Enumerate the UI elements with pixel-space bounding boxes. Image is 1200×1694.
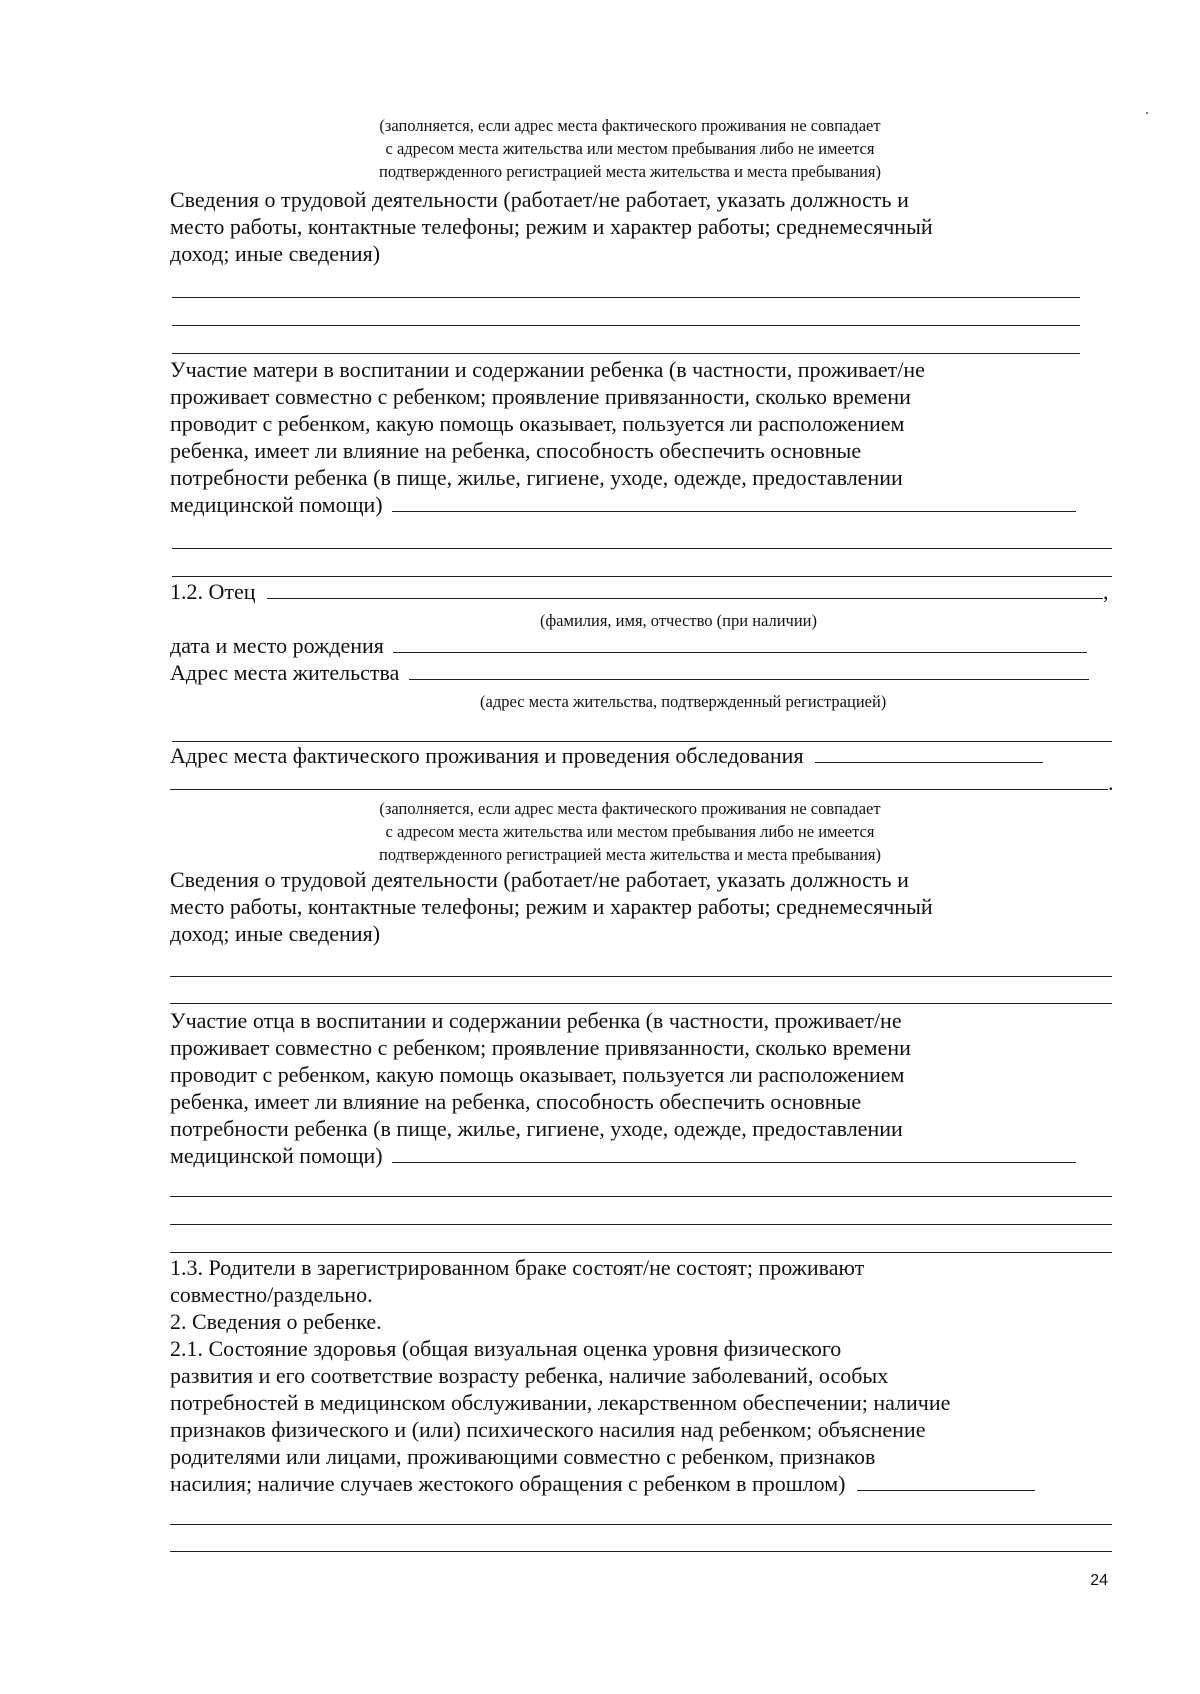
- father-heading-row: [170, 578, 1109, 605]
- father-birth-row: [170, 632, 1087, 659]
- participation-last-label: медицинской помощи): [170, 492, 383, 517]
- participation-last-label: медицинской помощи): [170, 1143, 383, 1168]
- participation-line: проживает совместно с ребенком; проявление привязанности, сколько времени: [170, 1035, 911, 1060]
- father-participation-blank[interactable]: [392, 1142, 1076, 1163]
- health-blank-3[interactable]: [170, 1551, 1112, 1552]
- mother-participation-blank-3[interactable]: [172, 576, 1112, 577]
- mother-employment-blank-1[interactable]: [172, 297, 1080, 298]
- father-participation-blank-2[interactable]: [170, 1196, 1112, 1197]
- health-blank[interactable]: [857, 1470, 1035, 1491]
- health-line: развития и его соответствие возрасту ребенка, наличие заболеваний, особых: [170, 1363, 889, 1388]
- child-heading: 2. Сведения о ребенке.: [170, 1309, 382, 1334]
- father-birth-field[interactable]: [393, 632, 1087, 653]
- health-last-label: насилия; наличие случаев жестокого обращения с ребенком в прошлом): [170, 1471, 846, 1496]
- note-line: с адресом места жительства или местом пребывания либо не имеется: [385, 139, 875, 158]
- father-actual-address-row-2: [170, 769, 1114, 796]
- note-line: подтвержденного регистрацией места жительства и места пребывания): [379, 162, 881, 181]
- father-name-field[interactable]: [267, 578, 1103, 599]
- participation-line: проводит с ребенком, какую помощь оказывает, пользуется ли расположением: [170, 411, 905, 436]
- father-address-field[interactable]: [409, 659, 1089, 680]
- marriage-line: 1.3. Родители в зарегистрированном браке состоят/не состоят; проживают: [170, 1255, 865, 1280]
- father-heading: 1.2. Отец: [170, 579, 256, 604]
- father-name-hint: (фамилия, имя, отчество (при наличии): [540, 611, 818, 630]
- father-address-hint: (адрес места жительства, подтвержденный регистрацией): [480, 692, 887, 711]
- participation-line: ребенка, имеет ли влияние на ребенка, способность обеспечить основные: [170, 1089, 862, 1114]
- father-actual-address-row: [170, 742, 1043, 769]
- father-employment-blank-2[interactable]: [170, 1003, 1112, 1004]
- employment-line: Сведения о трудовой деятельности (работает/не работает, указать должность и: [170, 867, 909, 892]
- actual-address-end: .: [1108, 770, 1114, 795]
- scan-speck: [1146, 112, 1148, 114]
- note-line: (заполняется, если адрес места фактического проживания не совпадает: [379, 799, 881, 818]
- father-heading-comma: ,: [1103, 579, 1109, 604]
- participation-line: проживает совместно с ребенком; проявление привязанности, сколько времени: [170, 384, 911, 409]
- note-line: с адресом места жительства или местом пребывания либо не имеется: [385, 822, 875, 841]
- address-label: Адрес места жительства: [170, 660, 400, 685]
- birth-label: дата и место рождения: [170, 633, 384, 658]
- father-employment-blank-1[interactable]: [170, 976, 1112, 977]
- father-participation-blank-4[interactable]: [170, 1252, 1112, 1253]
- participation-line: ребенка, имеет ли влияние на ребенка, способность обеспечить основные: [170, 438, 862, 463]
- health-line: 2.1. Состояние здоровья (общая визуальная оценка уровня физического: [170, 1336, 842, 1361]
- father-participation-last-row: [170, 1142, 1076, 1169]
- health-line: родителями или лицами, проживающими совместно с ребенком, признаков: [170, 1444, 876, 1469]
- health-line: потребностей в медицинском обслуживании, лекарственном обеспечении; наличие: [170, 1390, 951, 1415]
- note-line: подтвержденного регистрацией места жительства и места пребывания): [379, 845, 881, 864]
- father-actual-address-field-2[interactable]: [170, 769, 1108, 790]
- participation-line: потребности ребенка (в пище, жилье, гигиене, уходе, одежде, предоставлении: [170, 465, 903, 490]
- health-blank-2[interactable]: [170, 1524, 1112, 1525]
- health-last-row: [170, 1470, 1035, 1497]
- mother-participation-blank-2[interactable]: [172, 548, 1112, 549]
- employment-line: место работы, контактные телефоны; режим и характер работы; среднемесячный: [170, 214, 933, 239]
- participation-line: потребности ребенка (в пище, жилье, гигиене, уходе, одежде, предоставлении: [170, 1116, 903, 1141]
- participation-line: Участие матери в воспитании и содержании ребенка (в частности, проживает/не: [170, 357, 925, 382]
- employment-line: Сведения о трудовой деятельности (работает/не работает, указать должность и: [170, 187, 909, 212]
- mother-participation-blank[interactable]: [392, 491, 1076, 512]
- father-actual-address-field[interactable]: [815, 742, 1043, 763]
- actual-address-label: Адрес места фактического проживания и проведения обследования: [170, 743, 804, 768]
- mother-employment-blank-2[interactable]: [172, 325, 1080, 326]
- employment-line: доход; иные сведения): [170, 241, 381, 266]
- note-line: (заполняется, если адрес места фактического проживания не совпадает: [379, 116, 881, 135]
- page-number: 24: [1090, 1572, 1108, 1589]
- participation-line: проводит с ребенком, какую помощь оказывает, пользуется ли расположением: [170, 1062, 905, 1087]
- employment-line: доход; иные сведения): [170, 921, 381, 946]
- health-line: признаков физического и (или) психического насилия над ребенком; объяснение: [170, 1417, 926, 1442]
- employment-line: место работы, контактные телефоны; режим и характер работы; среднемесячный: [170, 894, 933, 919]
- mother-employment-blank-3[interactable]: [172, 353, 1080, 354]
- father-participation-blank-3[interactable]: [170, 1224, 1112, 1225]
- mother-participation-last-row: [170, 491, 1076, 518]
- marriage-line: совместно/раздельно.: [170, 1282, 373, 1307]
- participation-line: Участие отца в воспитании и содержании ребенка (в частности, проживает/не: [170, 1008, 902, 1033]
- father-address-row: [170, 659, 1089, 686]
